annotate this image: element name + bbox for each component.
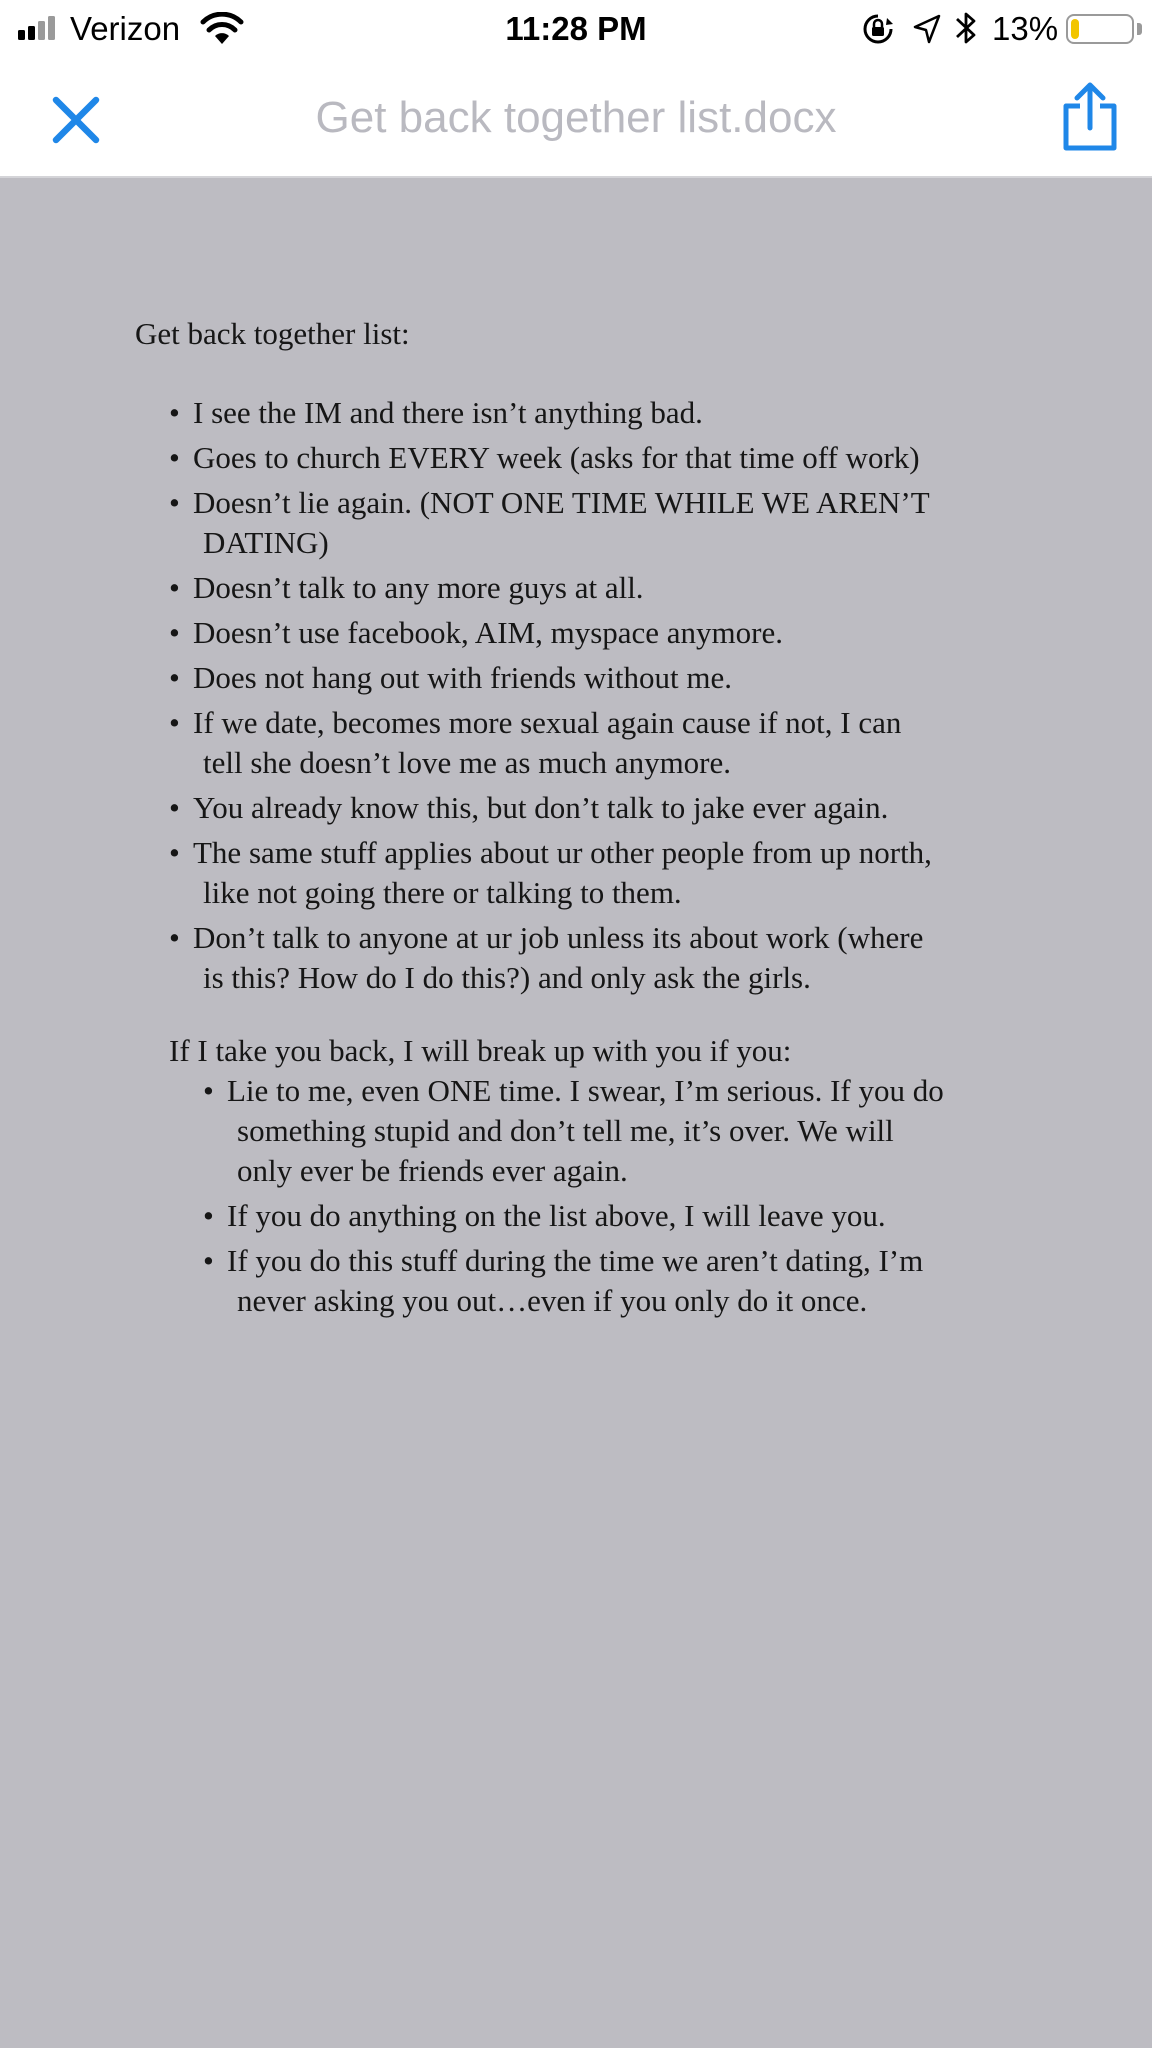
battery-cap — [1137, 23, 1142, 35]
document-nav-bar — [0, 58, 1152, 178]
clock-time: 11:28 PM — [505, 10, 647, 47]
list-item-line: is this? How do I do this?) and only ask the girls. — [203, 960, 811, 995]
bullet-marker: • — [169, 485, 180, 520]
list-item — [169, 833, 932, 913]
list-item — [203, 1241, 923, 1321]
list-item-line: If you do anything on the list above, I will leave you. — [227, 1198, 886, 1233]
status-bar — [0, 0, 1152, 58]
list-item-line: Goes to church EVERY week (asks for that time off work) — [193, 440, 920, 475]
bullet-marker: • — [169, 920, 180, 955]
list-item-line: never asking you out…even if you only do it once. — [237, 1283, 868, 1318]
bullet-marker: • — [203, 1198, 214, 1233]
bullet-marker: • — [169, 660, 180, 695]
list-item-line: Does not hang out with friends without me. — [193, 660, 732, 695]
close-button[interactable] — [44, 88, 108, 152]
list-item — [169, 788, 888, 828]
bullet-marker: • — [203, 1073, 214, 1108]
list-item-line: Lie to me, even ONE time. I swear, I’m serious. If you do — [227, 1073, 944, 1108]
bullet-marker: • — [169, 835, 180, 870]
document-page[interactable] — [0, 180, 1152, 2048]
carrier-name: Verizon — [70, 10, 181, 47]
document-title: Get back together list.docx — [315, 93, 837, 142]
list-item — [203, 1196, 886, 1236]
list-item — [169, 918, 923, 998]
list-item — [169, 703, 901, 783]
battery-icon — [1066, 14, 1134, 44]
list-item-line: You already know this, but don’t talk to jake ever again. — [193, 790, 889, 825]
list-item — [169, 483, 930, 563]
list-item-line: The same stuff applies about ur other people from up north, — [193, 835, 932, 870]
list-item-line: only ever be friends ever again. — [237, 1153, 628, 1188]
battery-level-fill — [1071, 19, 1079, 39]
list-item — [169, 568, 644, 608]
list-item — [169, 438, 920, 478]
battery-percent: 13% — [992, 10, 1059, 47]
list-item-line: like not going there or talking to them. — [203, 875, 682, 910]
section-heading: If I take you back, I will break up with you if you: — [169, 1033, 792, 1068]
list-item-line: Doesn’t talk to any more guys at all. — [193, 570, 644, 605]
list-item-line: Don’t talk to anyone at ur job unless its about work (where — [193, 920, 924, 955]
list-item-line: something stupid and don’t tell me, it’s over. We will — [237, 1113, 894, 1148]
share-button[interactable] — [1060, 82, 1120, 152]
list-item — [169, 613, 783, 653]
list-item — [169, 658, 732, 698]
list-item-line: Doesn’t lie again. (NOT ONE TIME WHILE WE AREN’T — [193, 485, 930, 520]
document-heading: Get back together list: — [135, 316, 410, 351]
list-item-line: tell she doesn’t love me as much anymore. — [203, 745, 732, 780]
list-item — [203, 1071, 944, 1191]
bullet-marker: • — [169, 790, 180, 825]
list-item-line: DATING) — [203, 525, 329, 560]
bullet-marker: • — [169, 570, 180, 605]
list-item-line: I see the IM and there isn’t anything bad. — [193, 395, 703, 430]
orientation-lock-icon — [860, 12, 896, 46]
list-item-line: If you do this stuff during the time we aren’t dating, I’m — [227, 1243, 924, 1278]
bullet-marker: • — [203, 1243, 214, 1278]
bullet-marker: • — [169, 440, 180, 475]
bluetooth-icon — [952, 9, 980, 47]
location-icon — [912, 12, 942, 46]
share-icon — [1060, 82, 1120, 152]
bullet-marker: • — [169, 615, 180, 650]
list-item-line: If we date, becomes more sexual again cause if not, I can — [193, 705, 902, 740]
bullet-marker: • — [169, 395, 180, 430]
bullet-marker: • — [169, 705, 180, 740]
list-item — [169, 393, 703, 433]
list-item-line: Doesn’t use facebook, AIM, myspace anymore. — [193, 615, 783, 650]
close-icon — [44, 88, 108, 152]
